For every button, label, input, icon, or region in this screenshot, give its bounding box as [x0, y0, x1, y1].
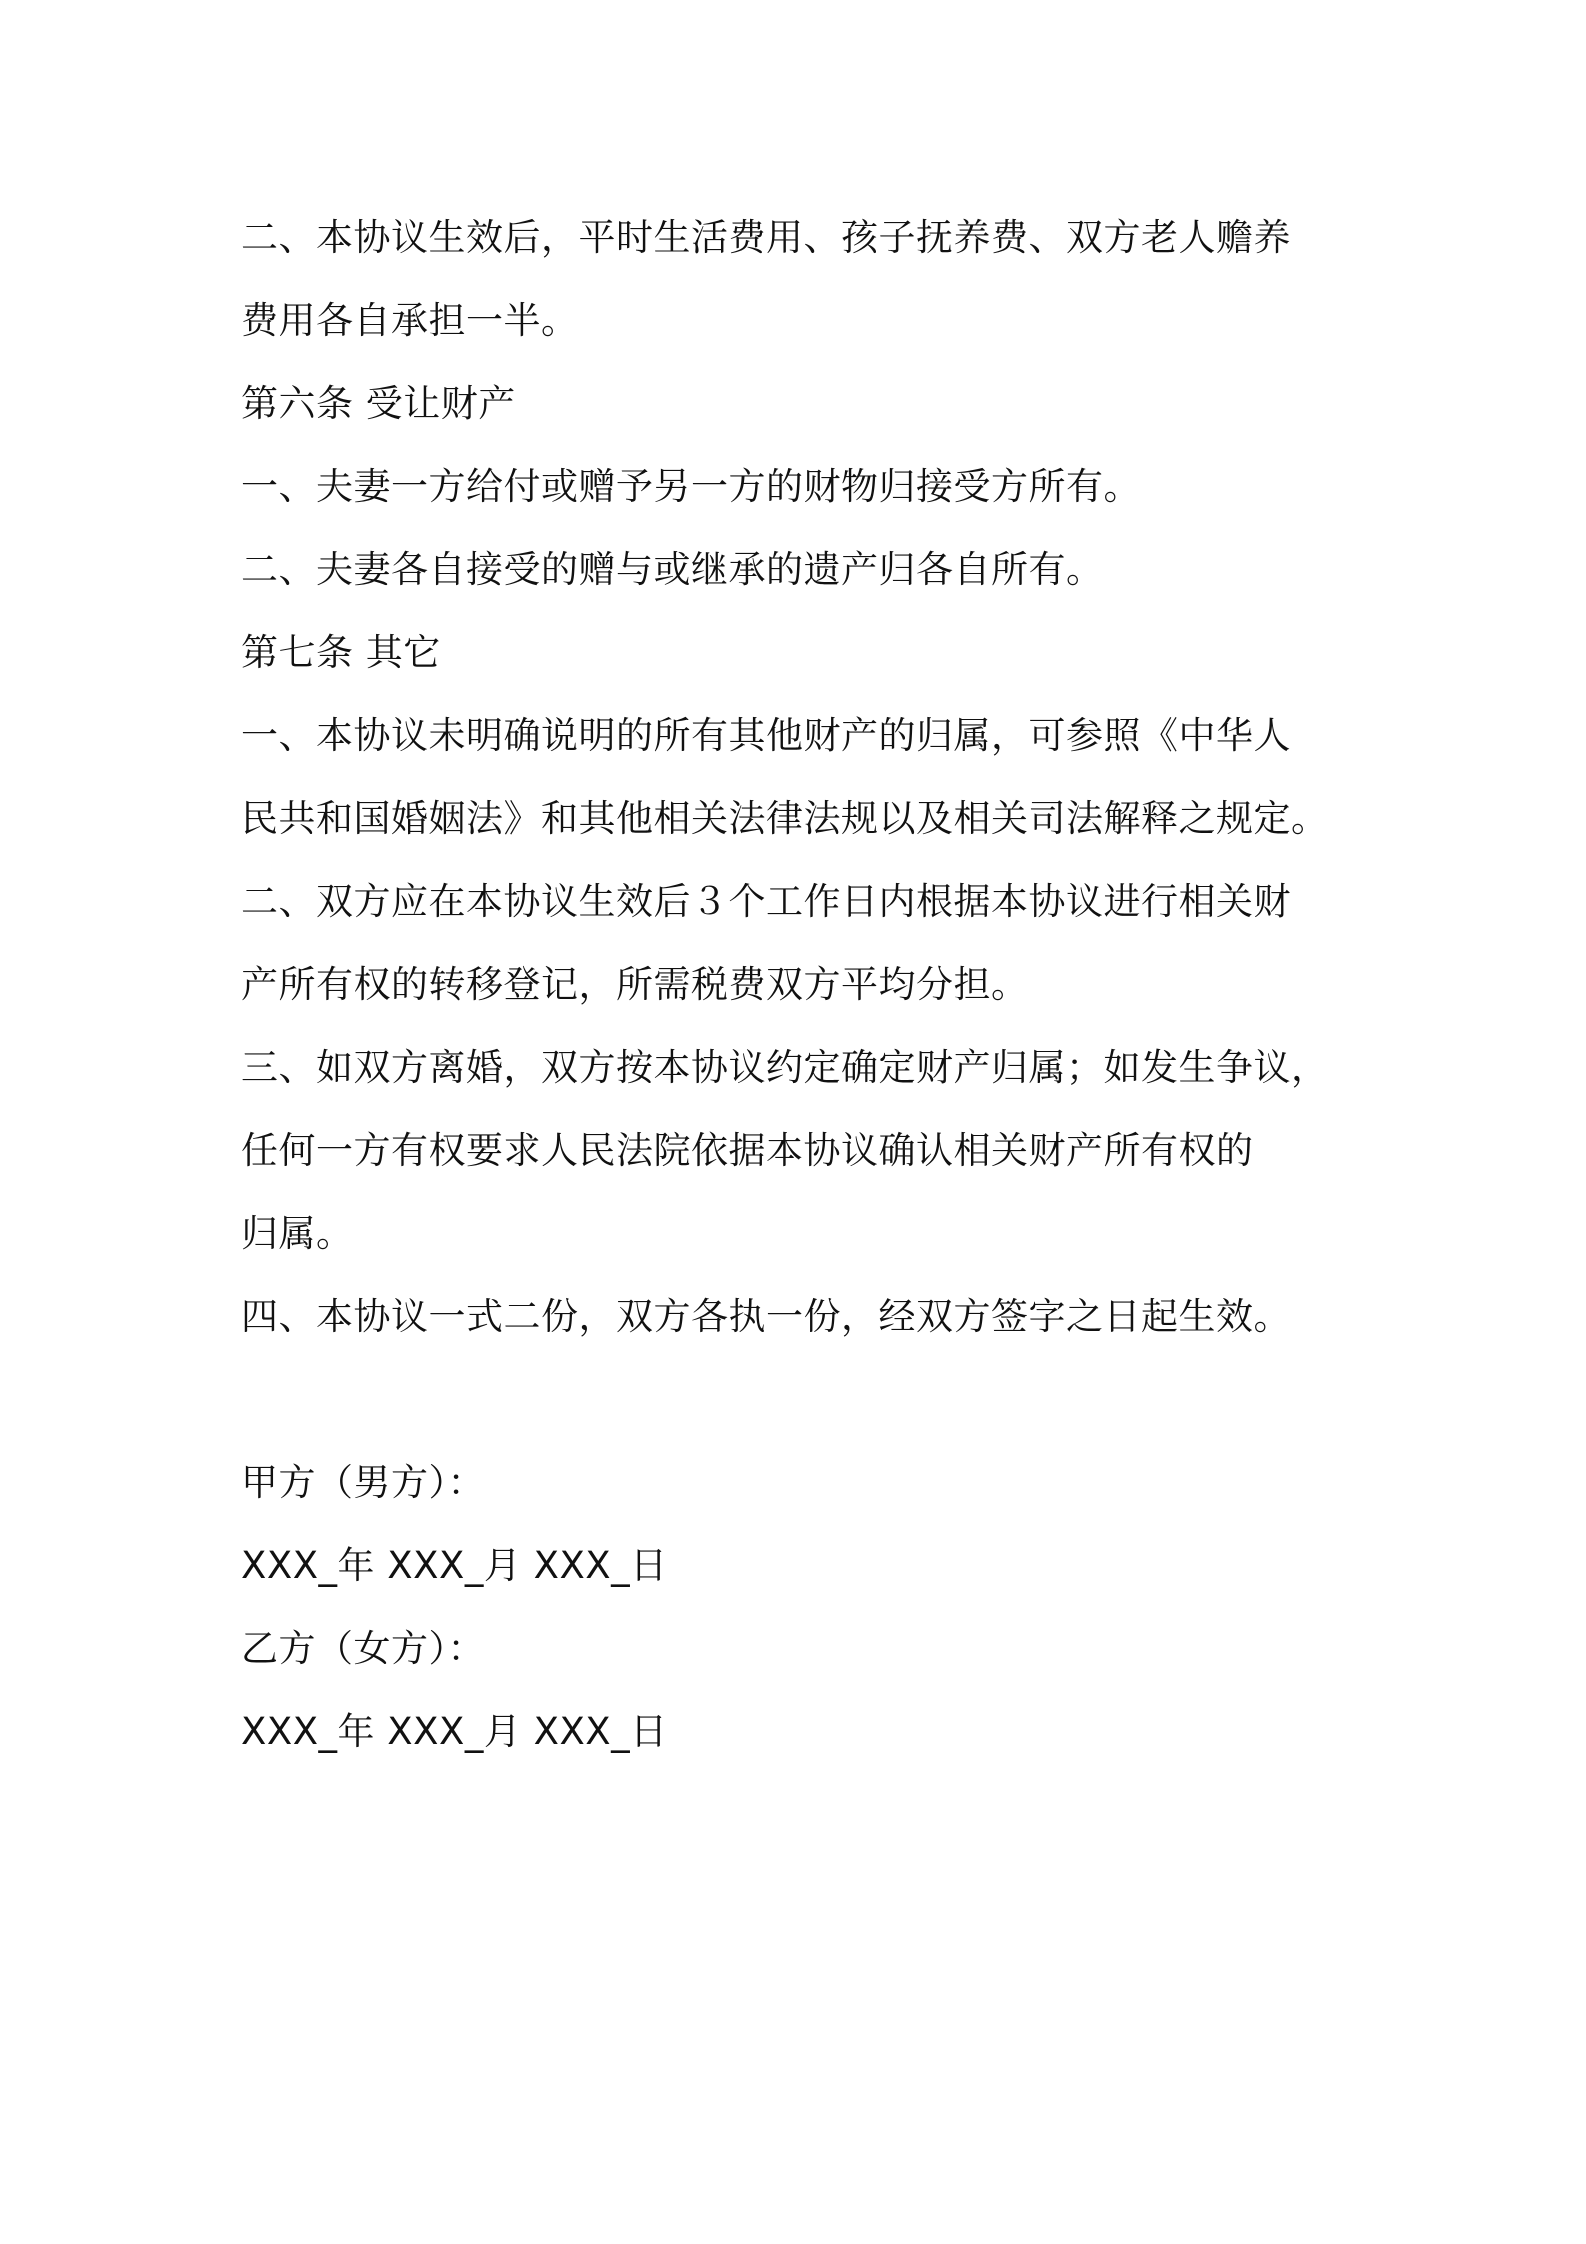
paragraph-line: 产所有权的转移登记，所需税费双方平均分担。: [241, 963, 1029, 1006]
paragraph-line: 费用各自承担一半。: [241, 299, 579, 342]
spacer: [241, 1358, 1391, 1441]
paragraph-line: 四、本协议一式二份，双方各执一份，经双方签字之日起生效。: [241, 1295, 1291, 1338]
party-a-label: 甲方（男方）：: [241, 1461, 485, 1504]
paragraph-line: 三、如双方离婚，双方按本协议约定确定财产归属；如发生争议，: [241, 1046, 1329, 1089]
section-heading-article-7: 第七条 其它: [241, 631, 441, 674]
party-a-date: XXX_年 XXX_月 XXX_日: [241, 1544, 668, 1587]
paragraph-line: 民共和国婚姻法》和其他相关法律法规以及相关司法解释之规定。: [241, 797, 1329, 840]
paragraph-line: 二、夫妻各自接受的赠与或继承的遗产归各自所有。: [241, 548, 1104, 591]
paragraph-line: 二、本协议生效后，平时生活费用、孩子抚养费、双方老人赡养: [241, 216, 1291, 259]
paragraph-line: 一、本协议未明确说明的所有其他财产的归属，可参照《中华人: [241, 714, 1291, 757]
paragraph-line: 一、夫妻一方给付或赠予另一方的财物归接受方所有。: [241, 465, 1141, 508]
agreement-text: [241, 196, 1391, 1773]
party-b-label: 乙方（女方）：: [241, 1627, 485, 1670]
paragraph-line: 二、双方应在本协议生效后３个工作日内根据本协议进行相关财: [241, 880, 1291, 923]
paragraph-line: 任何一方有权要求人民法院依据本协议确认相关财产所有权的: [241, 1129, 1254, 1172]
paragraph-line: 归属。: [241, 1212, 354, 1255]
party-b-date: XXX_年 XXX_月 XXX_日: [241, 1710, 668, 1753]
section-heading-article-6: 第六条 受让财产: [241, 382, 516, 425]
